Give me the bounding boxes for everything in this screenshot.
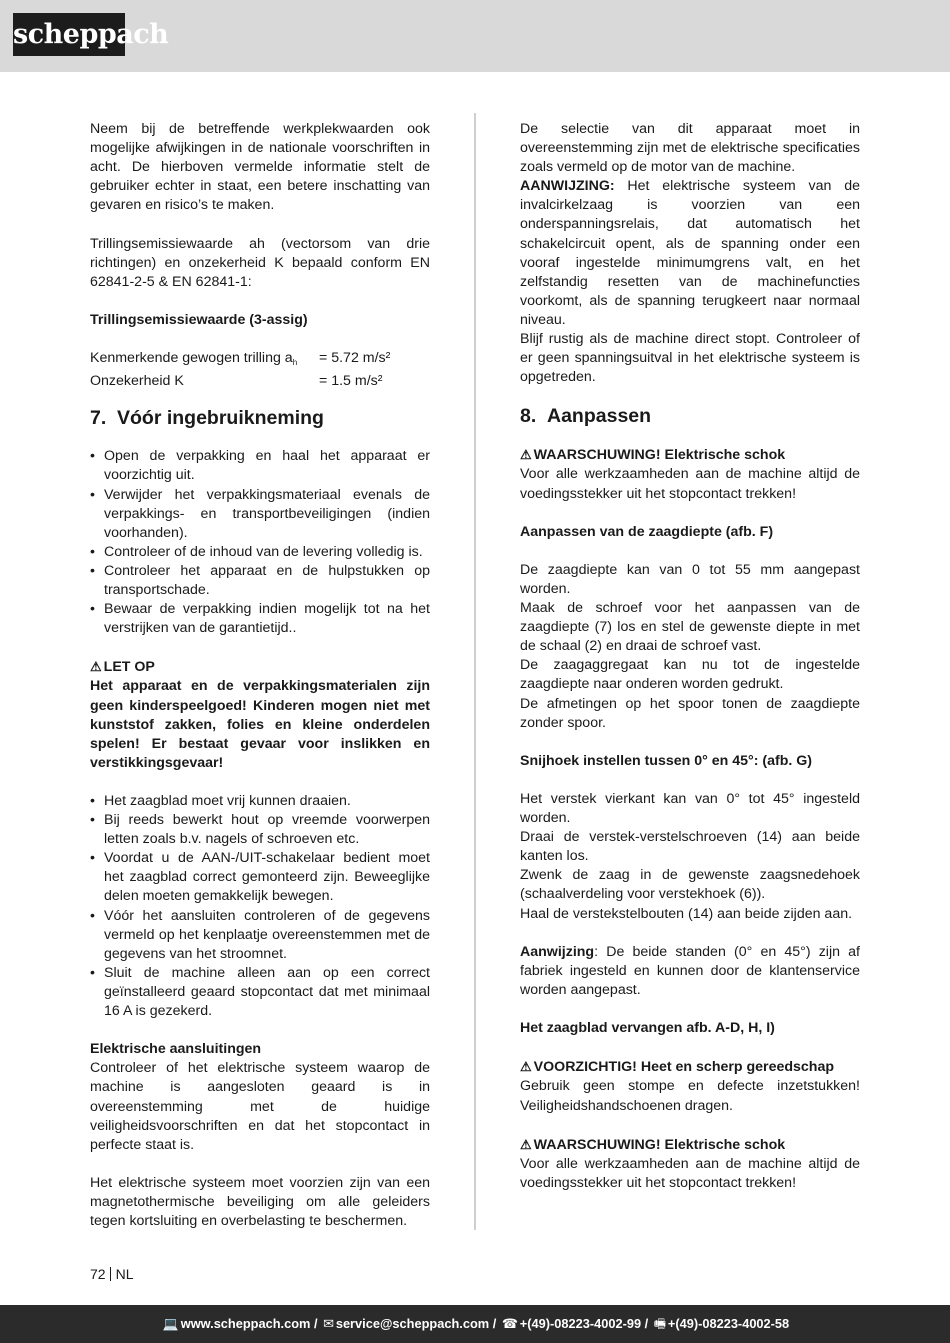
caution-text: Gebruik geen stompe en defecte inzetstukken! Veiligheidshandschoenen dragen. (520, 1078, 860, 1114)
paragraph: Zwenk de zaag in de gewenste zaagsnedehoek (schaalverdeling voor verstekhoek (6)). (520, 867, 860, 903)
uncertainty-label: Onzekerheid K (90, 373, 184, 390)
subheading-vibration: Trillingsemissiewaarde (3-assig) (90, 311, 308, 328)
paragraph: Haal de verstekstelbouten (14) aan beide zijden aan. (520, 905, 853, 922)
paragraph: Maak de schroef voor het aanpassen van de zaagdiepte (7) los en stel de gewenste diepte in met de schaal (2) en draai de schroef vast. (520, 600, 860, 655)
paragraph: De zaagdiepte kan van 0 tot 55 mm aangepast worden. (520, 561, 860, 597)
brand-logo: scheppach (13, 13, 125, 56)
phone-icon: ☎ (501, 1316, 518, 1331)
bullet-item: • Vóór het aansluiten controleren of de gegevens vermeld op het kenplaatje overeenstemmen met de gegevens van het stroomnet. (90, 907, 430, 964)
paragraph: Controleer of het elektrische systeem waarop de machine is aangesloten geaard is in overeenstemming met de huidige veiligheidsvoorschriften en dat het stopcontact in perfecte staat is. (90, 1060, 430, 1153)
caution-text: Het apparaat en de verpakkingsmaterialen zijn geen kinderspeelgoed! Kinderen mogen niet met kunststof zakken, folies en kleine onderdelen spelen! Er bestaat gevaar voor inslikken en verstikkingsgevaar! (90, 678, 430, 771)
bullet-item: • Het zaagblad moet vrij kunnen draaien. (90, 792, 430, 811)
page-footer: 💻 www.scheppach.com / ✉ service@scheppach.com / ☎ +(49)-08223-4002-99 / 🖷 +(49)-08223-4002-58 (0, 1305, 950, 1343)
footer-website: www.scheppach.com (180, 1316, 311, 1331)
warning-text: Voor alle werkzaamheden aan de machine altijd de voedingsstekker uit het stopcontact trekken! (520, 1155, 860, 1191)
note-paragraph: AANWIJZING: Het elektrische systeem van de invalcirkelzaag is voorzien van een onderspanningsrelais, dat automatisch het schakelcircuit opent, als de spanning onder een vooraf ingestelde minimumgrens valt, en het zelfstandig resetten van de machinefuncties voorkomt, als de spanning terugkeert naar normaal niveau. (520, 178, 860, 328)
warning-triangle-icon: ⚠ (520, 1059, 532, 1075)
section-heading-7: 7. Vóór ingebruikneming (90, 407, 324, 430)
footer-phone: +(49)-08223-4002-99 (519, 1316, 642, 1331)
page-header (0, 0, 950, 72)
vibration-label-sub: h (292, 358, 298, 368)
warning-triangle-icon: ⚠ (90, 659, 102, 675)
paragraph: Blijf rustig als de machine direct stopt. Controleer of er geen spanningsuitval in het elektrische systeem is opgetreden. (520, 331, 860, 386)
warning-heading: ⚠ WAARSCHUWING! Elektrische schok (520, 1136, 786, 1153)
subheading-angle: Snijhoek instellen tussen 0° en 45°: (afb. G) (520, 752, 813, 769)
bullet-item: • Sluit de machine alleen aan op een correct geïnstalleerd geaard stopcontact dat met minimaal 16 A is gezekerd. (90, 964, 430, 1021)
paragraph: De afmetingen op het spoor tonen de zaagdiepte zonder spoor. (520, 695, 860, 731)
left-column (90, 120, 430, 1231)
caution-heading: ⚠ VOORZICHTIG! Heet en scherp gereedschap (520, 1059, 835, 1076)
page-number: 72 NL (90, 1266, 134, 1282)
paragraph: Het verstek vierkant kan van 0° tot 45° ingesteld worden. (520, 791, 860, 827)
warning-triangle-icon: ⚠ (520, 447, 532, 463)
caution-heading: ⚠ LET OP (90, 659, 155, 676)
hint-paragraph: Aanwijzing: De beide standen (0° en 45°) zijn af fabriek ingesteld en kunnen door de klantenservice worden aangepast. (520, 943, 860, 998)
bullet-item: • Verwijder het verpakkingsmateriaal evenals de verpakkings- en transportbeveiligingen (indien voorhanden). (90, 486, 430, 543)
uncertainty-row (90, 372, 430, 391)
bullet-item: • Bewaar de verpakking indien mogelijk tot na het verstrijken van de garantietijd.. (90, 600, 430, 638)
bullet-item: • Controleer of de inhoud van de levering volledig is. (90, 543, 430, 562)
right-column (520, 120, 860, 1193)
bullet-list (90, 792, 430, 1021)
subheading-electrical: Elektrische aansluitingen (90, 1041, 262, 1058)
warning-heading: ⚠ WAARSCHUWING! Elektrische schok (520, 447, 786, 464)
vibration-label: Kenmerkende gewogen trilling a (90, 350, 293, 367)
bullet-item: • Voordat u de AAN-/UIT-schakelaar bedient moet het zaagblad correct gemonteerd zijn. Beweeglijke delen moeten gemakkelijk bewegen. (90, 849, 430, 906)
mail-icon: ✉ (323, 1316, 334, 1331)
vibration-value: = 5.72 m/s² (319, 350, 391, 367)
computer-icon: 💻 (162, 1316, 179, 1331)
column-divider (474, 113, 476, 1230)
bullet-item: • Controleer het apparaat en de hulpstukken op transportschade. (90, 562, 430, 600)
paragraph: De zaagaggregaat kan nu tot de ingestelde zaagdiepte naar onderen worden gedrukt. (520, 657, 860, 693)
paragraph: Neem bij de betreffende werkplekwaarden ook mogelijke afwijkingen in de nationale voorschriften in acht. De hierboven vermelde informatie stelt de gebruiker echter in staat, een betere inschatting van gevaren en risico’s te maken. (90, 121, 430, 214)
warning-triangle-icon: ⚠ (520, 1136, 532, 1152)
footer-fax: +(49)-08223-4002-58 (667, 1316, 790, 1331)
subheading-depth: Aanpassen van de zaagdiepte (afb. F) (520, 523, 774, 540)
section-heading-8: 8. Aanpassen (520, 405, 652, 428)
fax-icon: 🖷 (653, 1316, 666, 1331)
bullet-list (90, 447, 430, 638)
paragraph: Het elektrische systeem moet voorzien zijn van een magnetothermische beveiliging om alle geleiders tegen kortsluiting en overbelasting te beschermen. (90, 1174, 430, 1230)
warning-text: Voor alle werkzaamheden aan de machine altijd de voedingsstekker uit het stopcontact trekken! (520, 466, 860, 502)
bullet-item: • Bij reeds bewerkt hout op vreemde voorwerpen letten zoals b.v. nagels of schroeven etc. (90, 811, 430, 849)
footer-email: service@scheppach.com (335, 1316, 490, 1331)
paragraph: Trillingsemissiewaarde ah (vectorsom van drie richtingen) en onzekerheid K bepaald conform EN 62841-2-5 & EN 62841-1: (90, 235, 430, 290)
paragraph: De selectie van dit apparaat moet in overeenstemming zijn met de elektrische specificaties zoals vermeld op de motor van de machine. (520, 121, 860, 176)
paragraph: Draai de verstek-verstelschroeven (14) aan beide kanten los. (520, 829, 860, 865)
bullet-item: • Open de verpakking en haal het apparaat er voorzichtig uit. (90, 447, 430, 485)
subheading-blade: Het zaagblad vervangen afb. A-D, H, I) (520, 1020, 775, 1037)
uncertainty-value: = 1.5 m/s² (319, 373, 383, 390)
vibration-row (90, 349, 430, 372)
